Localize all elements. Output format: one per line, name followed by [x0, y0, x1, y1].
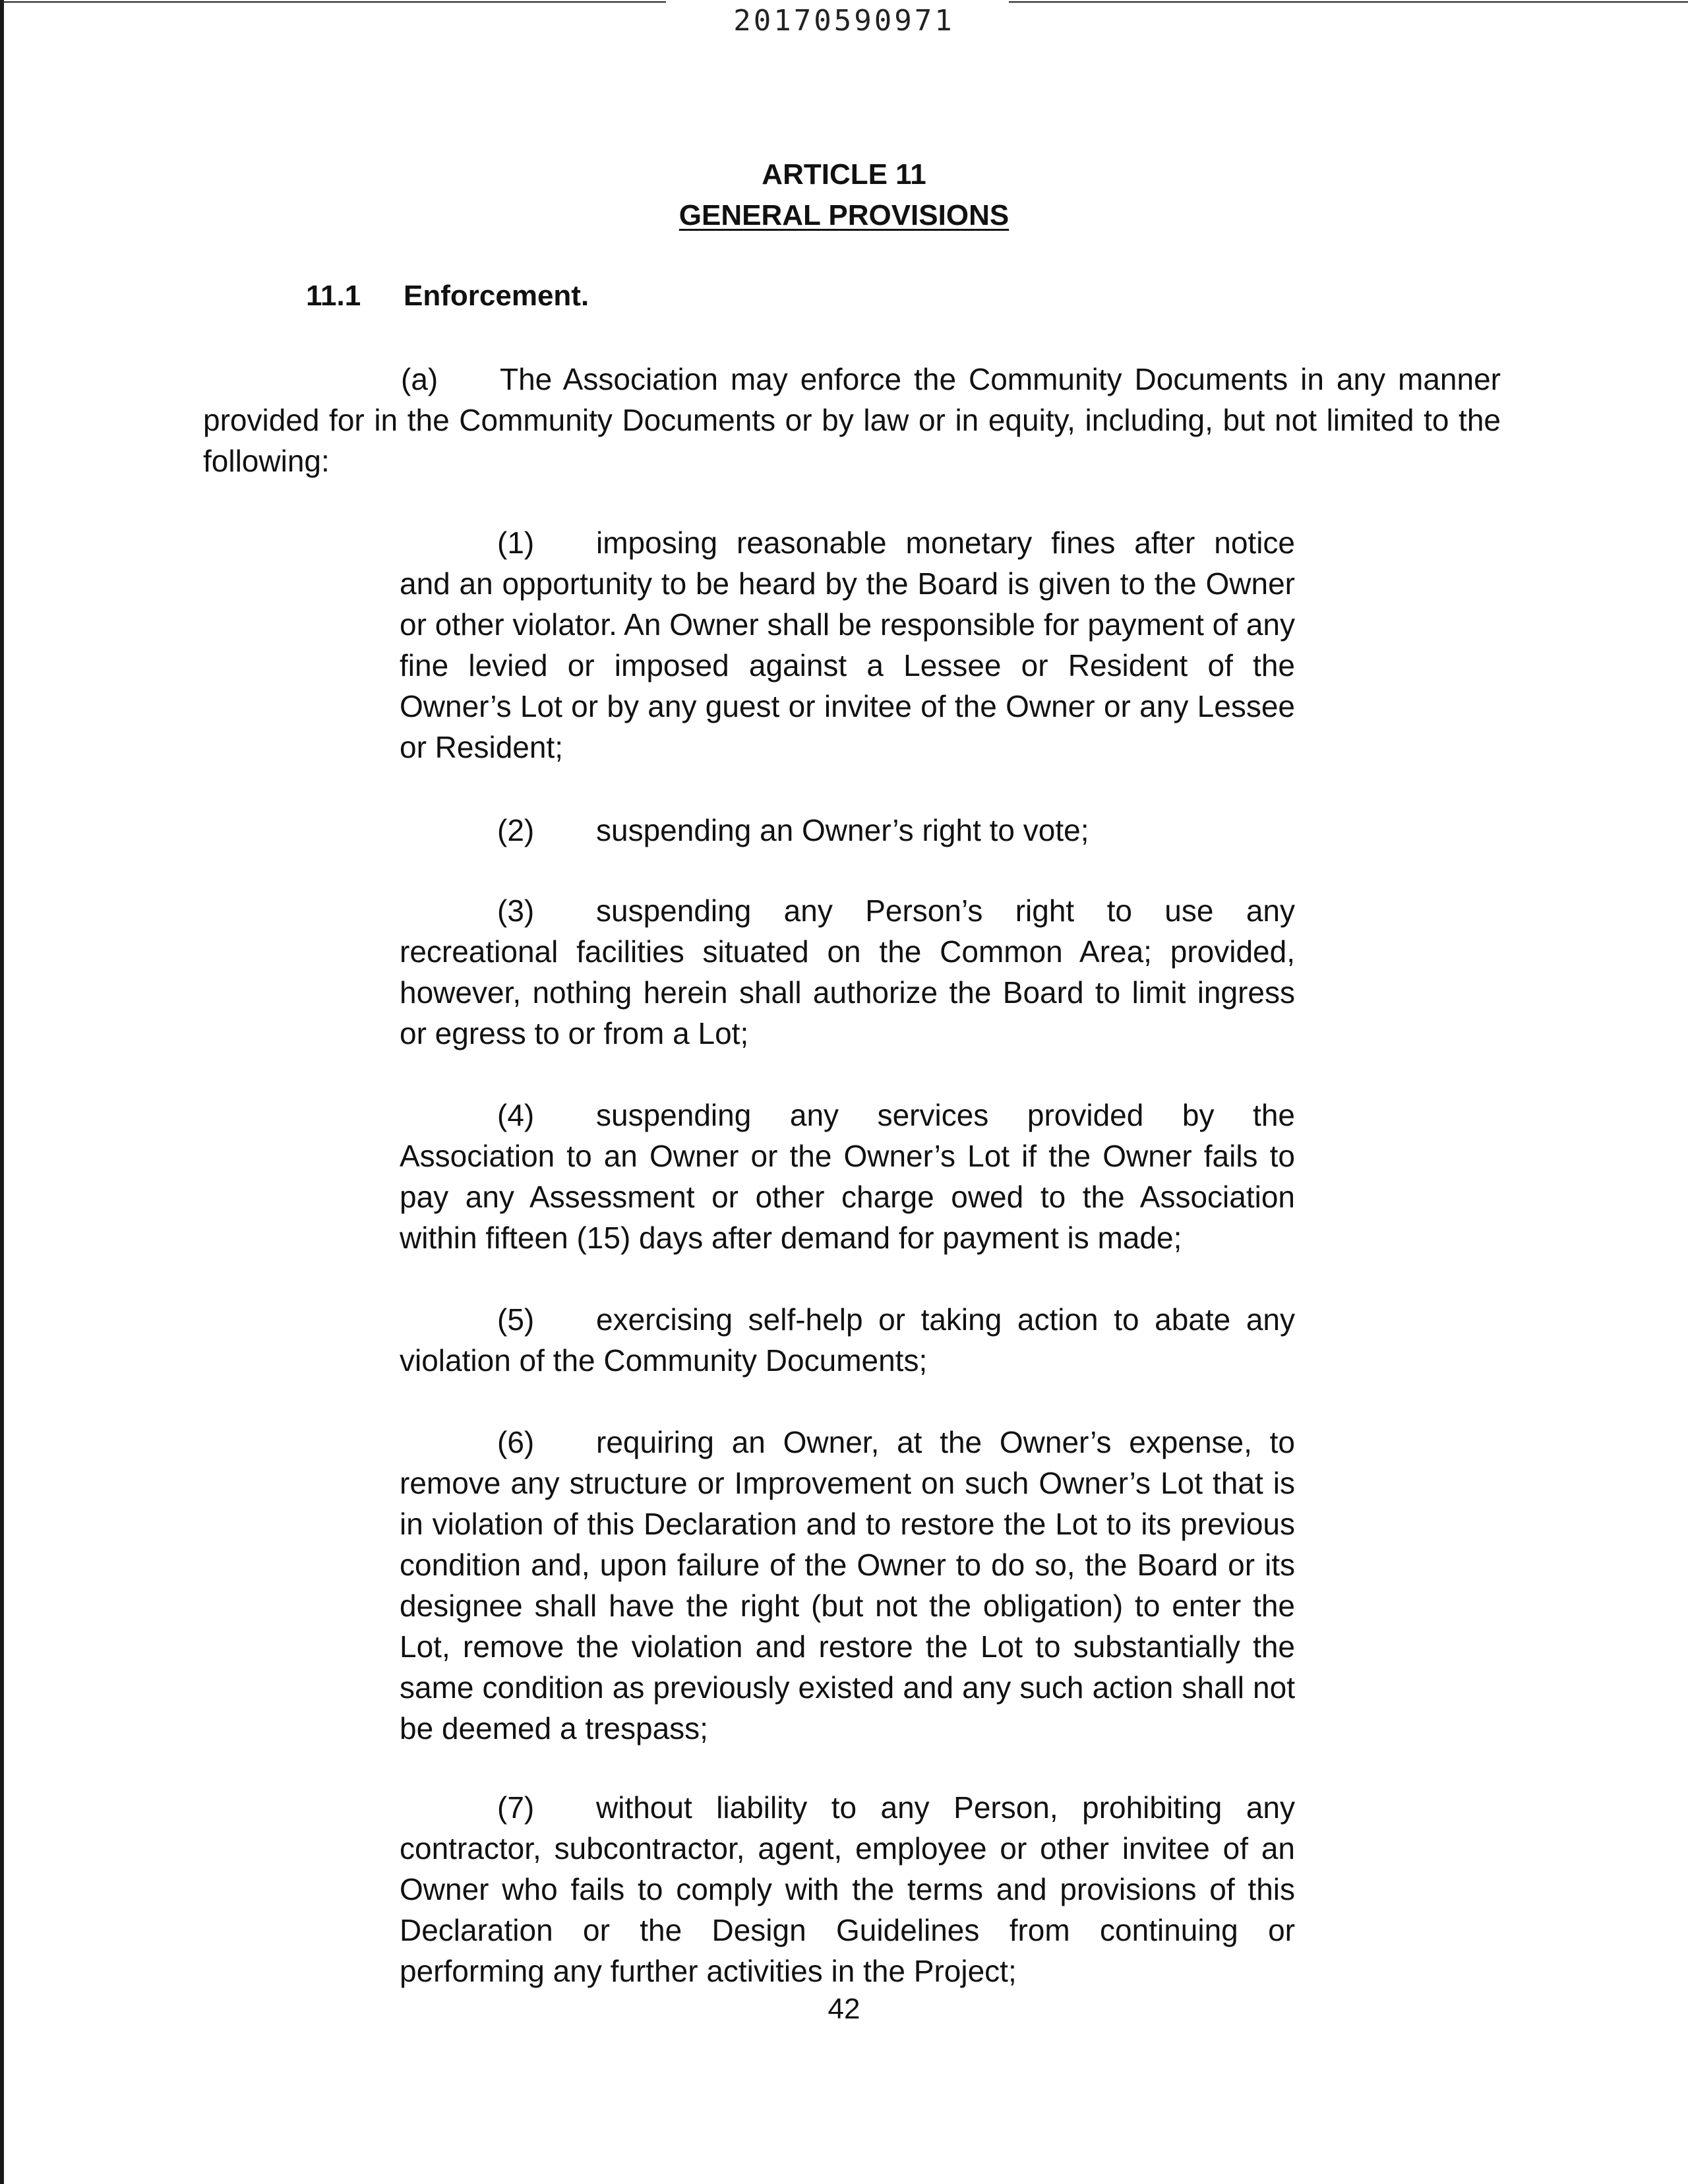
list-item-label: (3) [497, 894, 535, 928]
section-number: 11.1 [306, 280, 361, 312]
list-item-label: (1) [497, 526, 535, 560]
paragraph-a [203, 359, 1501, 481]
list-item-label: (2) [497, 813, 535, 847]
section-title: Enforcement. [404, 280, 589, 312]
header-rule-right [1009, 1, 1688, 3]
list-item-text: requiring an Owner, at the Owner’s expense, to remove any structure or Improvement on such Owner’s Lot that is in violation of this Declaration and to restore the Lot to its previous condition and, upon failure of the Owner to do so, the Board or its designee shall have the right (but not the obligation) to enter the Lot, remove the violation and restore the Lot to substantially the same condition as previously existed and any such action shall not be deemed a trespass; [400, 1425, 1295, 1745]
list-item [400, 890, 1295, 1054]
list-item-label: (5) [497, 1302, 535, 1337]
list-item [400, 1095, 1295, 1258]
list-item-label: (6) [497, 1425, 535, 1459]
list-item-label: (4) [497, 1098, 535, 1132]
article-subtitle: GENERAL PROVISIONS [678, 199, 1010, 231]
article-heading [0, 154, 1688, 236]
page-number: 42 [828, 1993, 860, 2025]
list-item [400, 522, 1295, 768]
list-item-text: suspending any services provided by the Association to an Owner or the Owner’s Lot if the Owner fails to pay any Assessment or other charge owed to the Association within fifteen (15) days after demand for payment is made; [400, 1098, 1295, 1255]
list-item-text: imposing reasonable monetary fines after notice and an opportunity to be heard by the Board is given to the Owner or other violator. An Owner shall be responsible for payment of any fine levied or imposed against a Lessee or Resident of the Owner’s Lot or by any guest or invitee of the Owner or any Lessee or Resident; [400, 526, 1295, 764]
document-number: 20170590971 [733, 4, 955, 38]
paragraph-label: (a) [401, 362, 438, 396]
list-item-text: suspending any Person’s right to use any recreational facilities situated on the Common Area; provided, however, nothing herein shall authorize the Board to limit ingress or egress to or from a Lot; [400, 894, 1295, 1050]
paragraph-text: The Association may enforce the Community Documents in any manner provided for in the Community Documents or by law or in equity, including, but not limited to the following: [203, 362, 1501, 478]
list-item [400, 1787, 1295, 1991]
list-item-text: without liability to any Person, prohibiting any contractor, subcontractor, agent, employee or other invitee of an Owner who fails to comply with the terms and provisions of this Declaration or the Design Guidelines from continuing or performing any further activities in the Project; [400, 1790, 1295, 1988]
section-heading [306, 280, 589, 313]
scan-edge [0, 0, 4, 2184]
list-item-text: exercising self-help or taking action to abate any violation of the Community Documents; [400, 1302, 1295, 1378]
article-title: ARTICLE 11 [762, 158, 926, 191]
list-item [400, 1299, 1295, 1381]
list-item [400, 810, 1295, 851]
header-rule-left [0, 1, 666, 3]
list-item-label: (7) [497, 1790, 535, 1825]
list-item [400, 1422, 1295, 1749]
list-item-text: suspending an Owner’s right to vote; [596, 813, 1089, 847]
